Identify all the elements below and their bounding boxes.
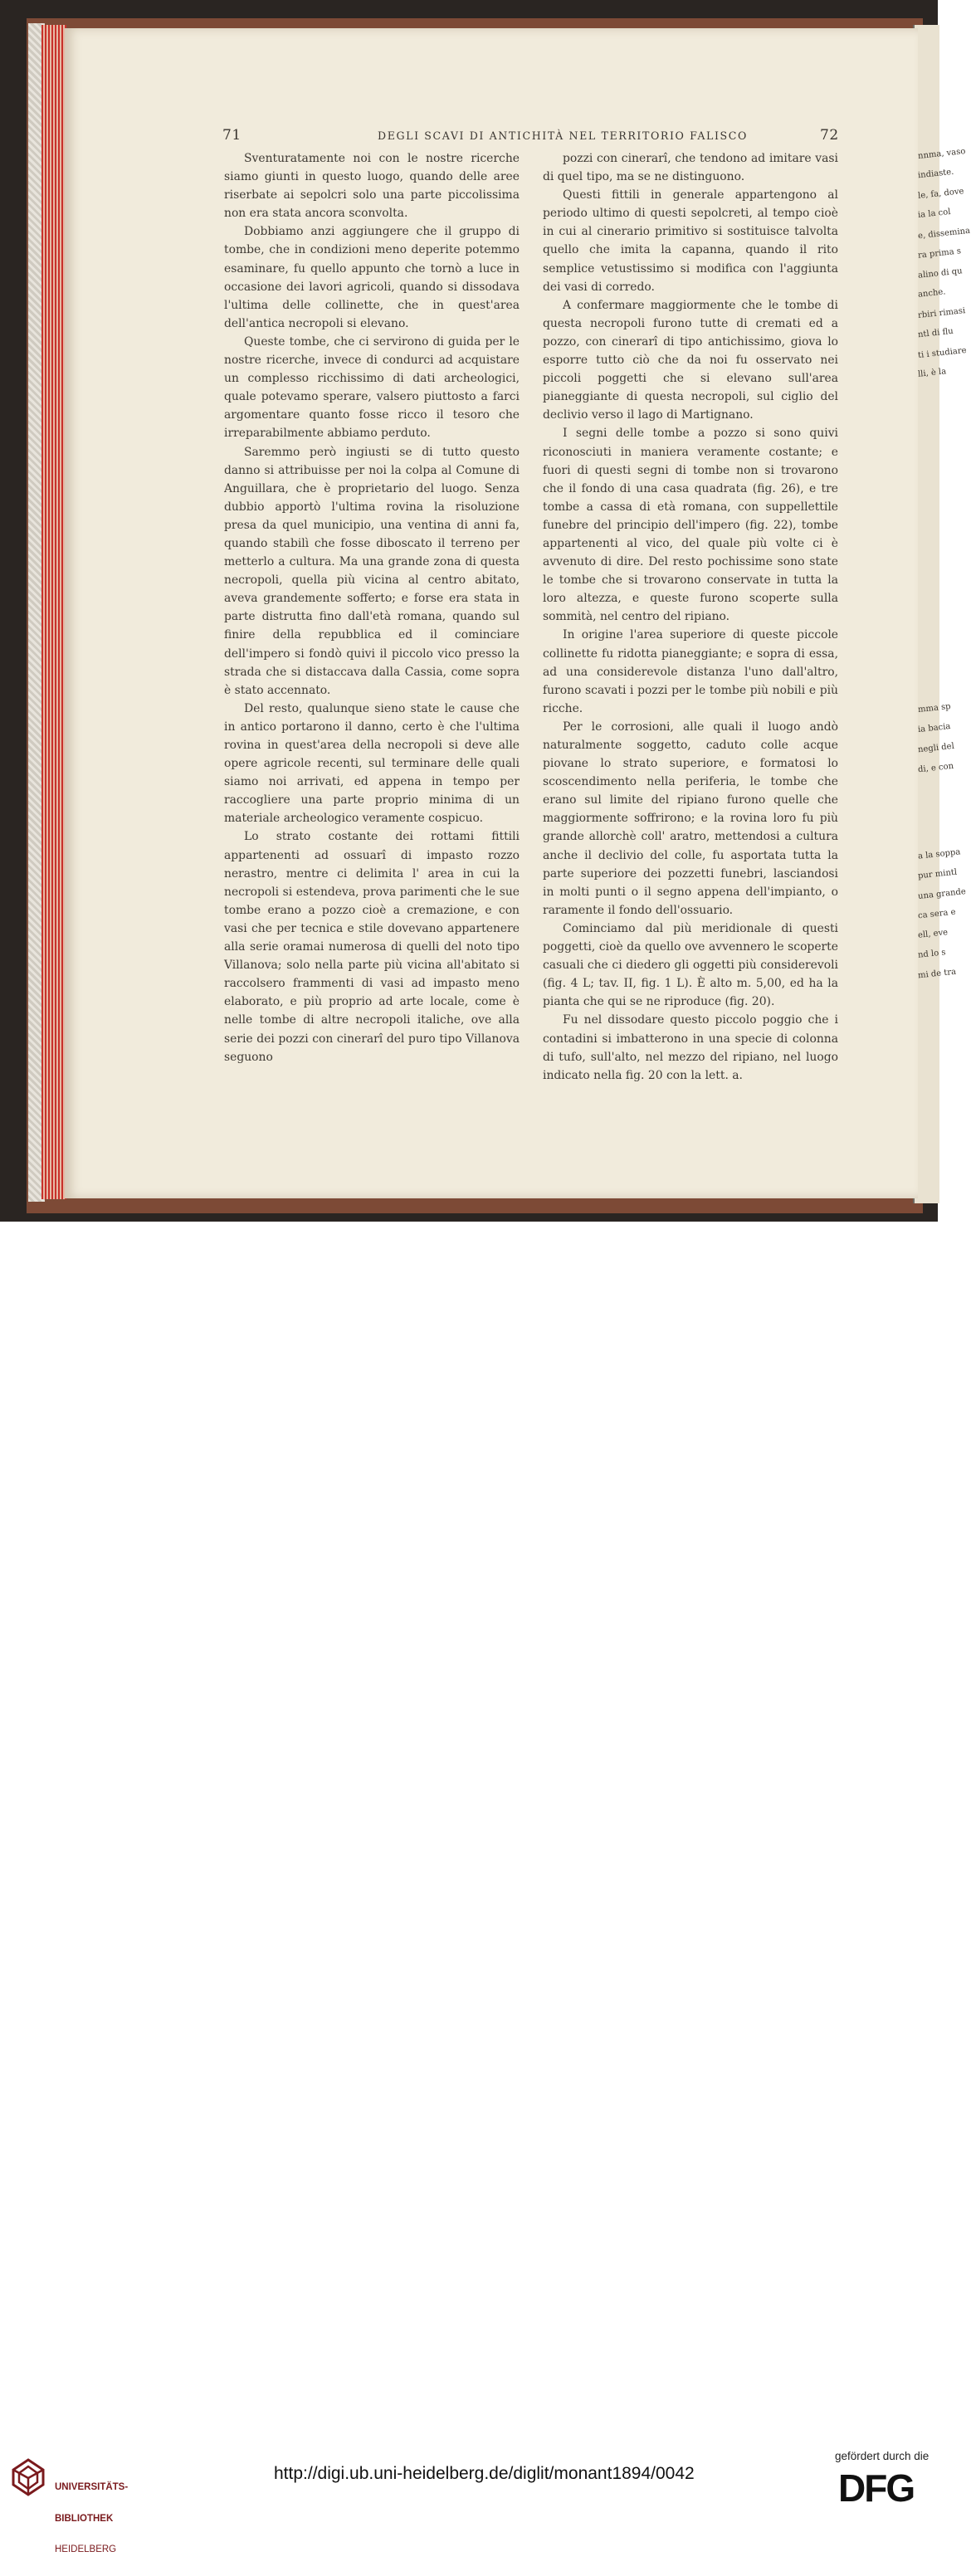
university-seal-icon[interactable] [12, 2458, 45, 2496]
facing-page-fragment: una grande [917, 887, 967, 901]
right-paragraph: Questi fittili in generale appartengono al periodo ultimo di questi sepolcreti, al tempo cioè in cui al cinerario primitivo si sostituisce talvolta quello che imita la capanna, quando il rito semplice vetustissimo si modifica con l'aggiunta dei vasi di corredo. [543, 188, 838, 294]
facing-page-fragment: rbiri rimasi [917, 306, 966, 320]
facing-page-fragment: a la soppa [917, 847, 961, 861]
right-paragraph: Fu nel dissodare questo piccolo poggio che i contadini si imbatterono in una specie di colonna di tufo, sull'alto, nel mezzo del ripiano, nel luogo indicato nella fig. 20 con la lett. a. [543, 1013, 838, 1082]
facing-page-fragment: lli, è la [917, 367, 947, 379]
facing-page-fragment: e, dissemina [917, 226, 971, 242]
facing-page-fragment: ntl di flu [917, 326, 954, 340]
book-scan [0, 0, 971, 1222]
permalink-url[interactable]: http://digi.ub.uni-heidelberg.de/diglit/monant1894/0042 [274, 2464, 695, 2483]
facing-page-fragment: ell, eve [917, 928, 949, 940]
page-number-left: 71 [222, 127, 242, 144]
facing-page-fragment: indiaste. [917, 167, 954, 181]
left-paragraph: Lo strato costante dei rottami fittili appartenenti ad ossuarî di impasto rozzo nerastro, mentre ci delimita l' area in cui la necropoli si estendeva, prova parimenti che le sue tombe erano a pozzo cioè a cremazione, e con vasi che per tecnica e stile dovevano appartenere alla serie oramai numerosa di quelli del noto tipo Villanova; solo nella parte più vicina all'abitato si raccolsero frammenti di vasi ad impasto meno elaborato, e più proprio ad arte locale, come è nelle tombe di altre necropoli italiche, ove alla serie dei pozzi con cinerarî del puro tipo Villanova seguono [224, 830, 520, 1064]
library-name-line-2: BIBLIOTHEK [55, 2513, 114, 2524]
facing-page-fragment: anche. [917, 287, 947, 300]
right-paragraph: pozzi con cinerarî, che tendono ad imitare vasi di quel tipo, ma se ne distinguono. [543, 152, 838, 184]
facing-page-fragment: alino di qu [917, 266, 964, 281]
library-name[interactable] [55, 2461, 128, 2576]
facing-page-fragment: ia bacia [917, 721, 951, 735]
right-paragraph: Per le corrosioni, alle quali il luogo andò naturalmente soggetto, caduto colle acque piovane lo strato superiore, e formatosi lo scoscendimento nella periferia, le tombe che erano sul limite del ripiano furono quelle che maggiormente soffrirono; e la rovina loro fu più grande allorchè coll' aratro, mettendosi a cultura anche il declivio del colle, fu asportata tutta la parte superiore dei pozzetti funebri, lasciandosi in molti punti o il segno appena dell'impianto, o raramente il fondo dell'ossuario. [543, 720, 838, 917]
facing-page-fragment: mma sp [917, 701, 952, 715]
left-paragraph: Queste tombe, che ci servirono di guida per le nostre ricerche, invece di condurci ad acquistare un complesso ricchissimo di dati archeologici, quale potevamo sperare, valsero piuttosto a farci argomentare quanto fosse ricco il tesoro che irreparabilmente abbiamo perduto. [224, 334, 520, 441]
left-paragraph: Del resto, qualunque sieno state le cause che in antico portarono il danno, certo è che l'ultima rovina in quest'area della necropoli si deve alle opere agricole recenti, sul terminare delle quali siamo noi arrivati, ed appena in tempo per raccogliere una parte proprio minima di un materiale archeologico veramente cospicuo. [224, 701, 520, 826]
facing-page-fragment: negli del [917, 741, 955, 755]
facing-page-fragment: nnma, vaso [917, 147, 966, 161]
running-title: DEGLI SCAVI DI ANTICHITÀ NEL TERRITORIO FALISCO [378, 129, 748, 142]
sponsor-text: gefördert durch die [835, 2450, 930, 2462]
right-paragraph: Cominciamo dal più meridionale di questi poggetti, cioè da quello ove avvennero le scoperte casuali che ci diedero gli oggetti più considerevoli (fig. 4 L; tav. II, fig. 1 L). È alto m. 5,00, ed ha la pianta che qui se ne riproduce (fig. 20). [543, 921, 838, 1009]
dfg-logo-text: DFG [838, 2466, 915, 2510]
facing-page-fragment: di, e con [917, 761, 954, 775]
facing-page-fragment: pur mintl [917, 867, 958, 881]
viewer-footer [0, 1222, 938, 2554]
left-paragraph: Sventuratamente noi con le nostre ricerche siamo giunti in questo luogo, quando delle aree riserbate ai sepolcri solo una parte piccolissima non era stata ancora sconvolta. [224, 152, 520, 221]
facing-page-fragment: ia la col [917, 207, 951, 221]
library-name-line-3: HEIDELBERG [55, 2544, 117, 2554]
dfg-logo[interactable] [837, 2466, 926, 2510]
facing-page-fragment: ra prima s [917, 246, 962, 261]
facing-page-fragment: le, fa, dove [917, 187, 964, 201]
facing-page-fragment: nd lo s [917, 948, 947, 960]
page-edges [41, 25, 66, 1199]
right-paragraph: I segni delle tombe a pozzo si sono quivi riconosciuti in maniera veramente costante; e fuori di questi segni di tombe non si trovarono che il fondo di una casa quadrata (fig. 26), e tre tombe a cassa di età romana, con suppellettile funebre del principio dell'impero (fig. 22), tombe appartenenti al vico, del quale più volte ci è avvenuto di dire. Del resto pochissime sono state le tombe che si trovarono conservate in tutta la loro altezza, e queste furono scoperte sulla sommità, nel centro del ripiano. [543, 427, 838, 624]
right-paragraph: A confermare maggiormente che le tombe di questa necropoli furono tutte di cremati ed a pozzo, con cinerarî di tipo antichissimo, giova lo esporre tutto ciò che da noi fu osservato nei piccoli poggetti che si elevano sull'area pianeggiante di questa necropoli, sul ciglio del declivio verso il lago di Martignano. [543, 298, 838, 422]
right-text-column [543, 149, 838, 1085]
facing-page-fragment: mi de tra [917, 967, 957, 981]
left-text-column [224, 149, 520, 1066]
left-paragraph: Saremmo però ingiusti se di tutto questo danno si attribuisse per noi la colpa al Comune di Anguillara, che è proprietario del luogo. Senza dubbio apportò l'ultima rovina la risoluzione presa da quel municipio, una ventina di anni fa, quando stabilì che fosse diboscato il terreno per metterlo a cultura. Ma una grande zona di questa necropoli, quella più vicina al centro abitato, aveva grandemente sofferto; e forse era stata in parte distrutta fino dall'età romana, quando sul finire della repubblica ed il cominciare dell'impero si fondò quivi il piccolo vico presso la strada che si distaccava dalla Cassia, come sopra è stato accennato. [224, 445, 520, 697]
left-paragraph: Dobbiamo anzi aggiungere che il gruppo di tombe, che in condizioni meno deperite potemmo esaminare, fu quello appunto che tornò a luce in occasione dei lavori agricoli, quando si dissodava l'ultima delle collinette, che in quest'area dell'antica necropoli si elevano. [224, 225, 520, 330]
facing-page-fragment: ca sera e [917, 907, 957, 921]
page-number-right: 72 [820, 127, 839, 144]
facing-page-fragment: ti i studiare [917, 345, 968, 361]
library-name-line-1: UNIVERSITÄTS- [55, 2482, 129, 2492]
right-paragraph: In origine l'area superiore di queste piccole collinette fu ridotta pianeggiante; e sopra di essa, ad una considerevole distanza l'uno dall'altro, furono scavati i pozzi per le tombe più nobili e più ricche. [543, 628, 838, 715]
